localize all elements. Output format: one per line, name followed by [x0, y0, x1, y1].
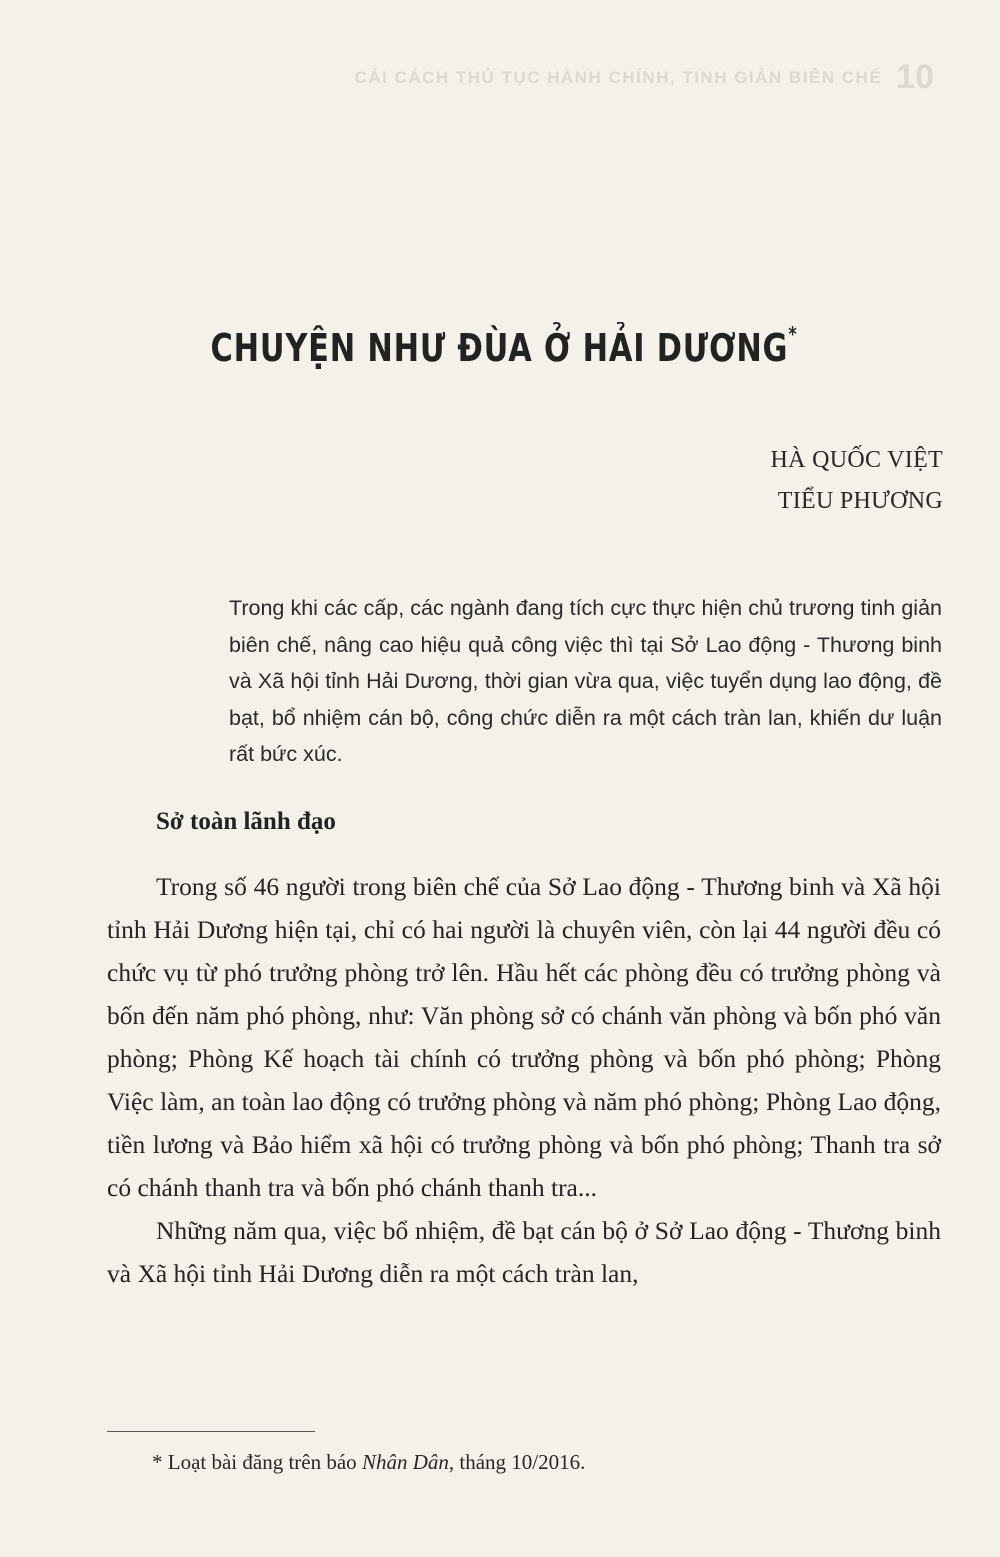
- footnote-divider: [107, 1431, 315, 1432]
- footnote-publication: Nhân Dân: [361, 1450, 449, 1474]
- article-abstract: Trong khi các cấp, các ngành đang tích cực thực hiện chủ trương tinh giản biên chế, nâng cao hiệu quả công việc thì tại Sở Lao động - Thương binh và Xã hội tỉnh Hải Dương, thời gian vừa qua, việc tuyển dụng lao động, đề bạt, bổ nhiệm cán bộ, công chức diễn ra một cách tràn lan, khiến dư luận rất bức xúc.: [229, 596, 942, 766]
- article-body: [107, 865, 941, 1295]
- footnote: [152, 1450, 585, 1475]
- running-header-text: CẢI CÁCH THỦ TỤC HÀNH CHÍNH, TINH GIẢN BIÊN CHẾ: [354, 67, 883, 87]
- body-paragraph: Trong số 46 người trong biên chế của Sở Lao động - Thương binh và Xã hội tỉnh Hải Dương hiện tại, chỉ có hai người là chuyên viên, còn lại 44 người đều có chức vụ từ phó trưởng phòng trở lên. Hầu hết các phòng đều có trưởng phòng và bốn đến năm phó phòng, như: Văn phòng sở có chánh văn phòng và bốn phó văn phòng; Phòng Kế hoạch tài chính có trưởng phòng và bốn phó phòng; Phòng Việc làm, an toàn lao động có trưởng phòng và năm phó phòng; Phòng Lao động, tiền lương và Bảo hiểm xã hội có trưởng phòng và bốn phó phòng; Thanh tra sở có chánh thanh tra và bốn phó chánh thanh tra...: [107, 872, 941, 1202]
- article-title: [104, 322, 904, 370]
- body-paragraph: Những năm qua, việc bổ nhiệm, đề bạt cán bộ ở Sở Lao động - Thương binh và Xã hội tỉnh Hải Dương diễn ra một cách tràn lan,: [107, 1216, 941, 1288]
- author-name: TIỂU PHƯƠNG: [777, 488, 943, 514]
- running-header: [250, 58, 934, 97]
- section-heading: Sở toàn lãnh đạo: [156, 808, 336, 835]
- footnote-text-before: Loạt bài đăng trên báo: [162, 1450, 362, 1474]
- author-name: HÀ QUỐC VIỆT: [770, 447, 943, 473]
- page-number: 10: [896, 58, 934, 96]
- footnote-text-after: , tháng 10/2016.: [448, 1450, 586, 1474]
- article-title-text: CHUYỆN NHƯ ĐÙA Ở HẢI DƯƠNG: [210, 326, 789, 370]
- footnote-mark: *: [152, 1450, 163, 1474]
- title-footnote-mark: *: [788, 322, 798, 346]
- authors: [771, 440, 943, 522]
